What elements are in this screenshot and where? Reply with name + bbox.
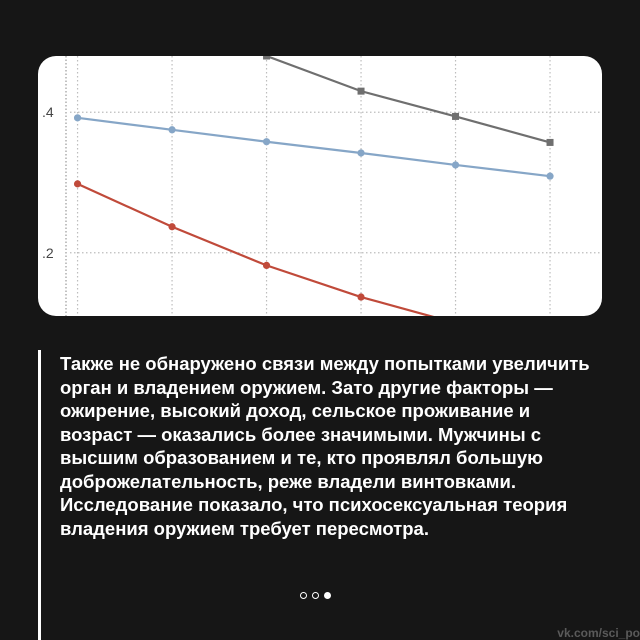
pager-dot-3[interactable] bbox=[324, 592, 331, 599]
series-3-line bbox=[78, 184, 550, 316]
series-3-point-3 bbox=[263, 262, 270, 269]
chart-card bbox=[38, 56, 602, 316]
series-3-point-2 bbox=[168, 223, 175, 230]
pager-dot-2[interactable] bbox=[312, 592, 319, 599]
series-3-point-4 bbox=[357, 293, 364, 300]
series-2-point-6 bbox=[546, 173, 553, 180]
y-tick-label-1: .4 bbox=[42, 104, 54, 121]
series-1-point-1 bbox=[263, 56, 270, 60]
series-1-point-4 bbox=[547, 139, 554, 146]
body-text: Также не обнаружено связи между попытками увеличить орган и владением оружием. Зато другие факторы — ожирение, высокий доход, сельское проживание и возраст — оказались более значимыми. Мужчины с высшим образованием и те, кто проявлял большую доброжелательность, реже владели винтовками. Исследование показало, что психосексуальная теория владения оружием требует пересмотра. bbox=[60, 353, 590, 539]
series-2-point-1 bbox=[74, 114, 81, 121]
series-3-point-1 bbox=[74, 180, 81, 187]
watermark: vk.com/sci_po bbox=[557, 626, 640, 640]
series-1-point-3 bbox=[452, 113, 459, 120]
line-chart bbox=[38, 56, 602, 316]
series-2-point-3 bbox=[263, 138, 270, 145]
series-1-line bbox=[267, 56, 550, 142]
series-1-point-2 bbox=[358, 88, 365, 95]
accent-bar bbox=[38, 350, 41, 640]
series-2-point-4 bbox=[357, 149, 364, 156]
y-tick-label-2: .2 bbox=[42, 244, 54, 261]
carousel-pager[interactable] bbox=[300, 592, 331, 599]
pager-dot-1[interactable] bbox=[300, 592, 307, 599]
series-2-point-5 bbox=[452, 161, 459, 168]
series-2-point-2 bbox=[168, 126, 175, 133]
series-2-line bbox=[78, 118, 550, 176]
